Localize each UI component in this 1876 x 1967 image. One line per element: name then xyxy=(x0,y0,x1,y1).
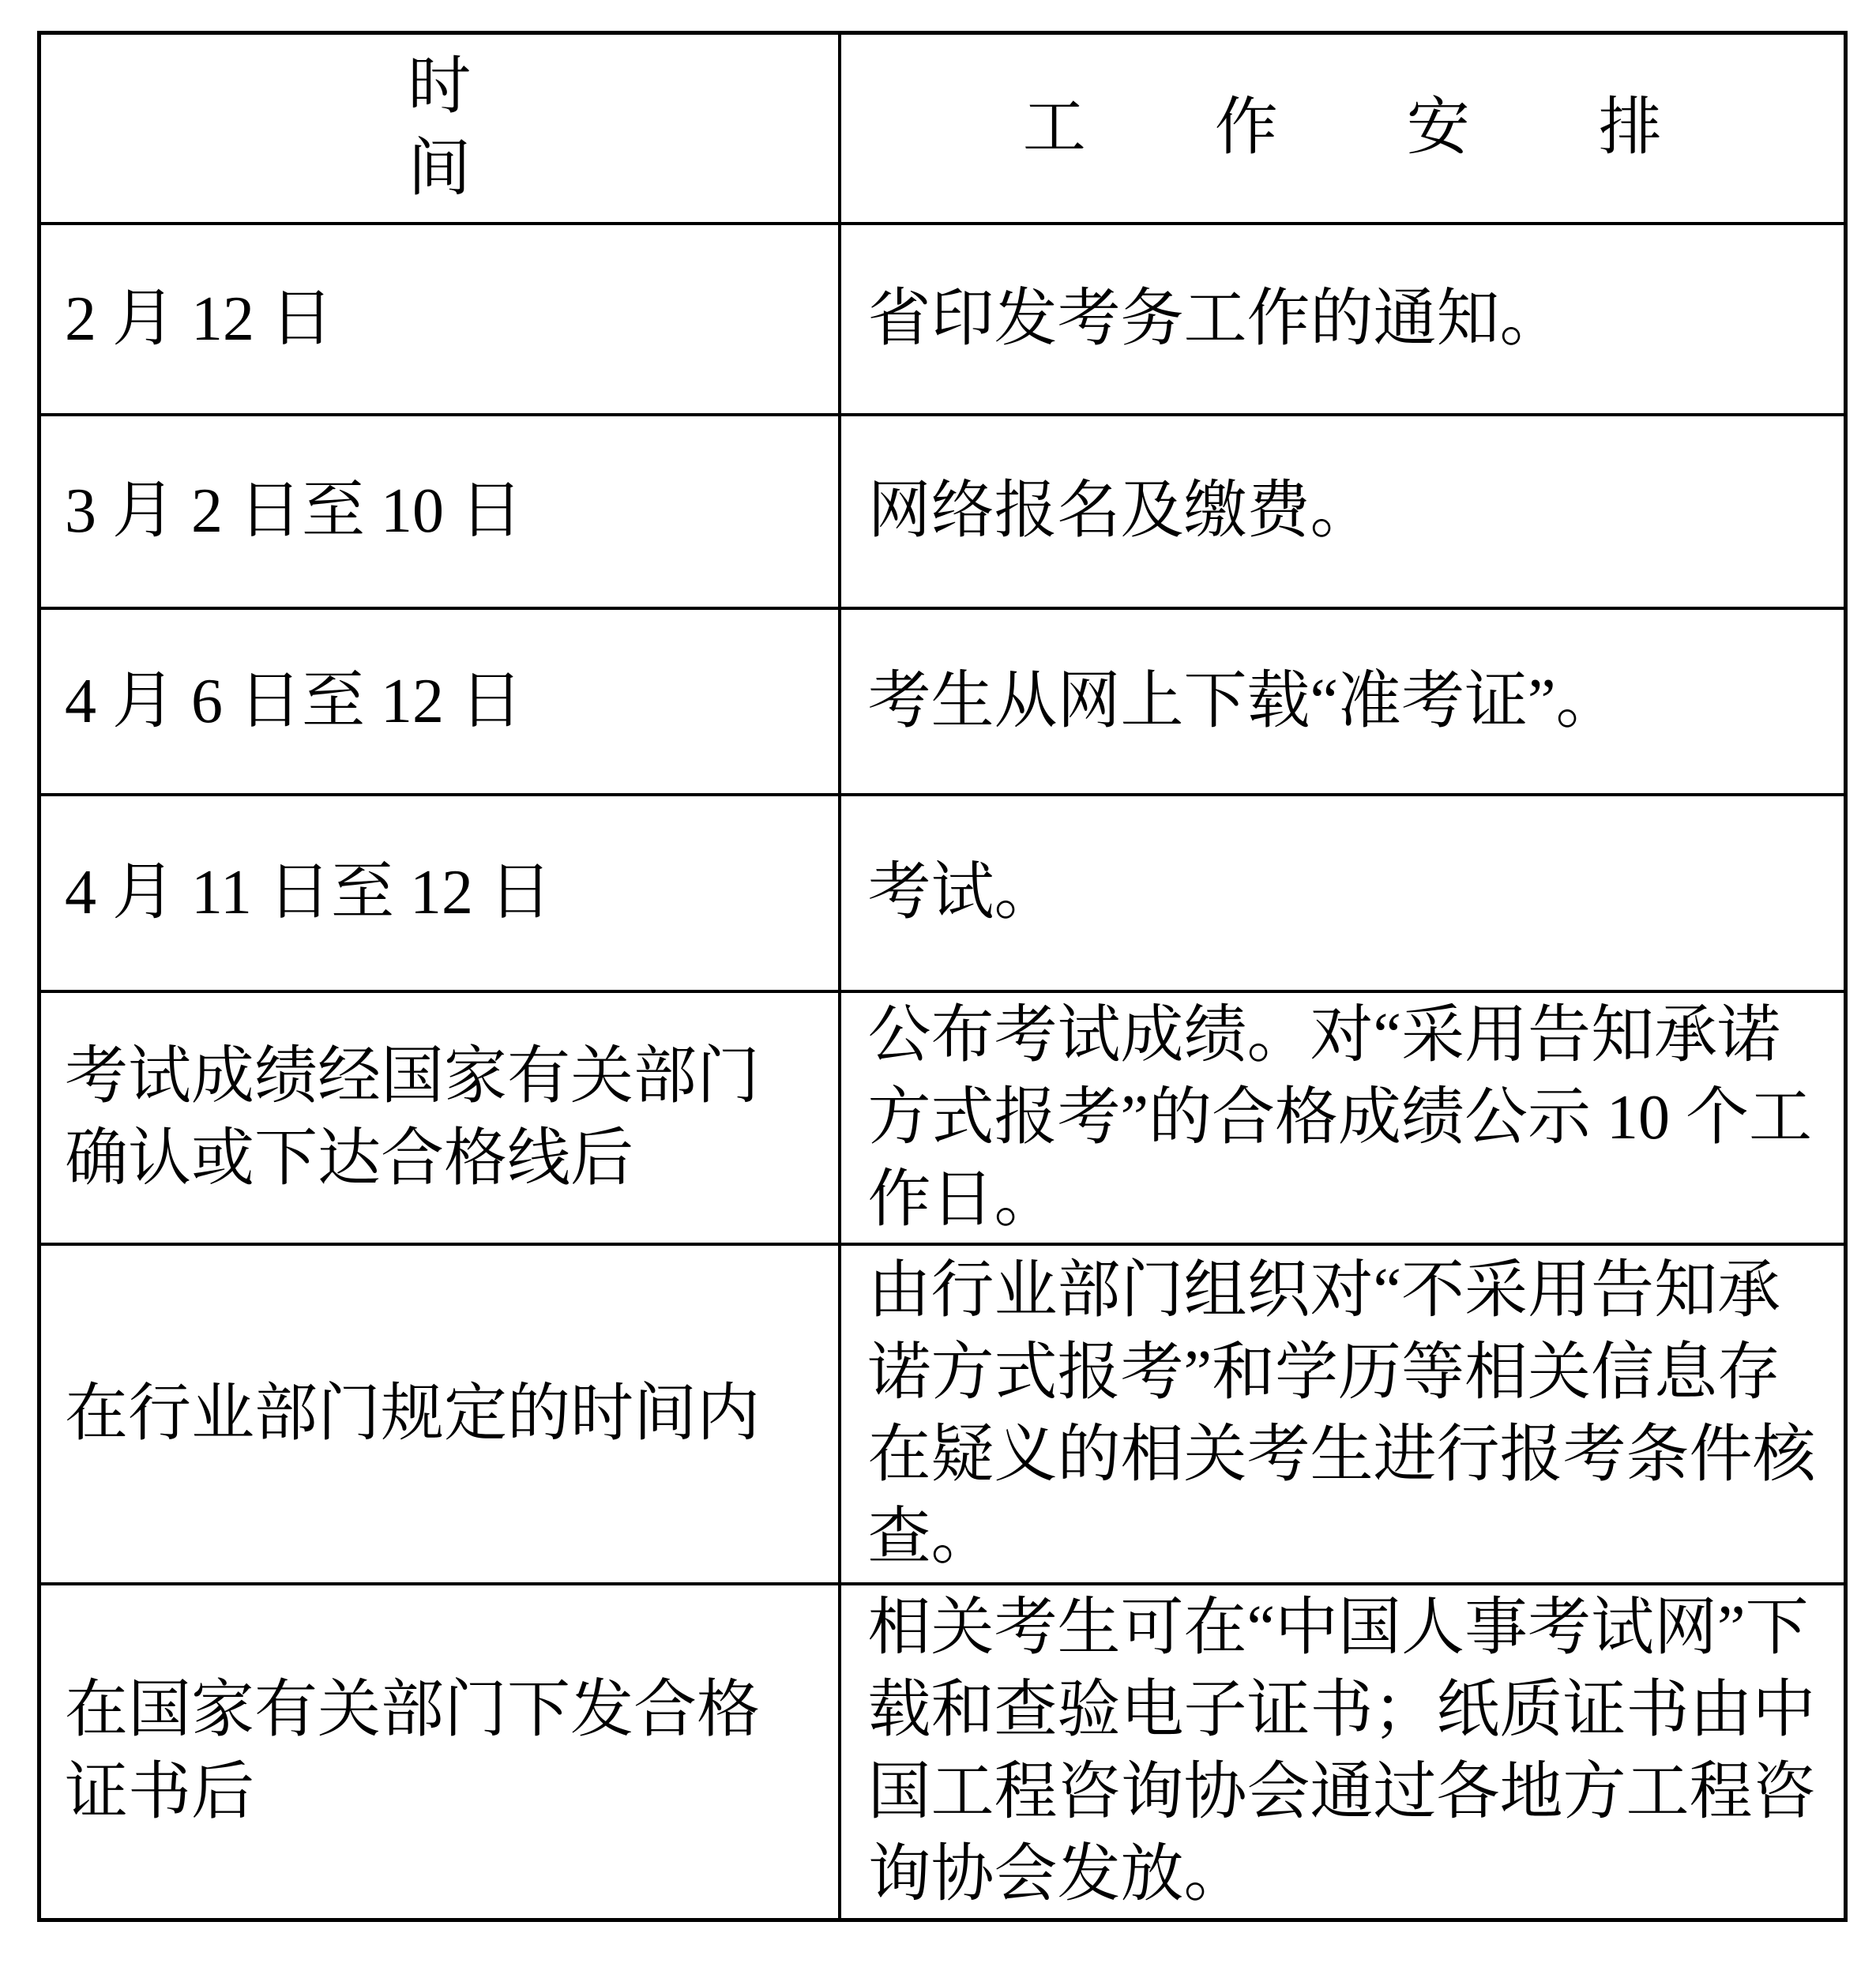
work-cell: 由行业部门组织对“不采用告知承诺方式报考”和学历等相关信息存在疑义的相关考生进行报考条件核查。 xyxy=(840,1244,1846,1584)
work-cell: 考生从网上下载“准考证”。 xyxy=(840,608,1846,795)
header-row xyxy=(39,33,1846,224)
table-row xyxy=(39,991,1846,1244)
table-header xyxy=(39,33,1846,224)
work-cell: 省印发考务工作的通知。 xyxy=(840,224,1846,415)
work-cell: 考试。 xyxy=(840,795,1846,991)
time-cell: 4 月 6 日至 12 日 xyxy=(39,608,840,795)
exam-schedule-table xyxy=(37,31,1848,1922)
table-row xyxy=(39,1584,1846,1920)
time-cell: 3 月 2 日至 10 日 xyxy=(39,415,840,608)
time-cell: 考试成绩经国家有关部门确认或下达合格线后 xyxy=(39,991,840,1244)
table-row xyxy=(39,795,1846,991)
table-row xyxy=(39,608,1846,795)
time-cell: 2 月 12 日 xyxy=(39,224,840,415)
table-row xyxy=(39,415,1846,608)
table-row xyxy=(39,1244,1846,1584)
table-row xyxy=(39,224,1846,415)
time-cell: 4 月 11 日至 12 日 xyxy=(39,795,840,991)
table-body xyxy=(39,224,1846,1920)
time-cell: 在行业部门规定的时间内 xyxy=(39,1244,840,1584)
work-cell: 相关考生可在“中国人事考试网”下载和查验电子证书；纸质证书由中国工程咨询协会通过各地方工程咨询协会发放。 xyxy=(840,1584,1846,1920)
work-cell: 公布考试成绩。对“采用告知承诺方式报考”的合格成绩公示 10 个工作日。 xyxy=(840,991,1846,1244)
work-cell: 网络报名及缴费。 xyxy=(840,415,1846,608)
time-column-header: 时间 xyxy=(39,33,840,224)
time-cell: 在国家有关部门下发合格证书后 xyxy=(39,1584,840,1920)
work-column-header: 工作安排 xyxy=(840,33,1846,224)
